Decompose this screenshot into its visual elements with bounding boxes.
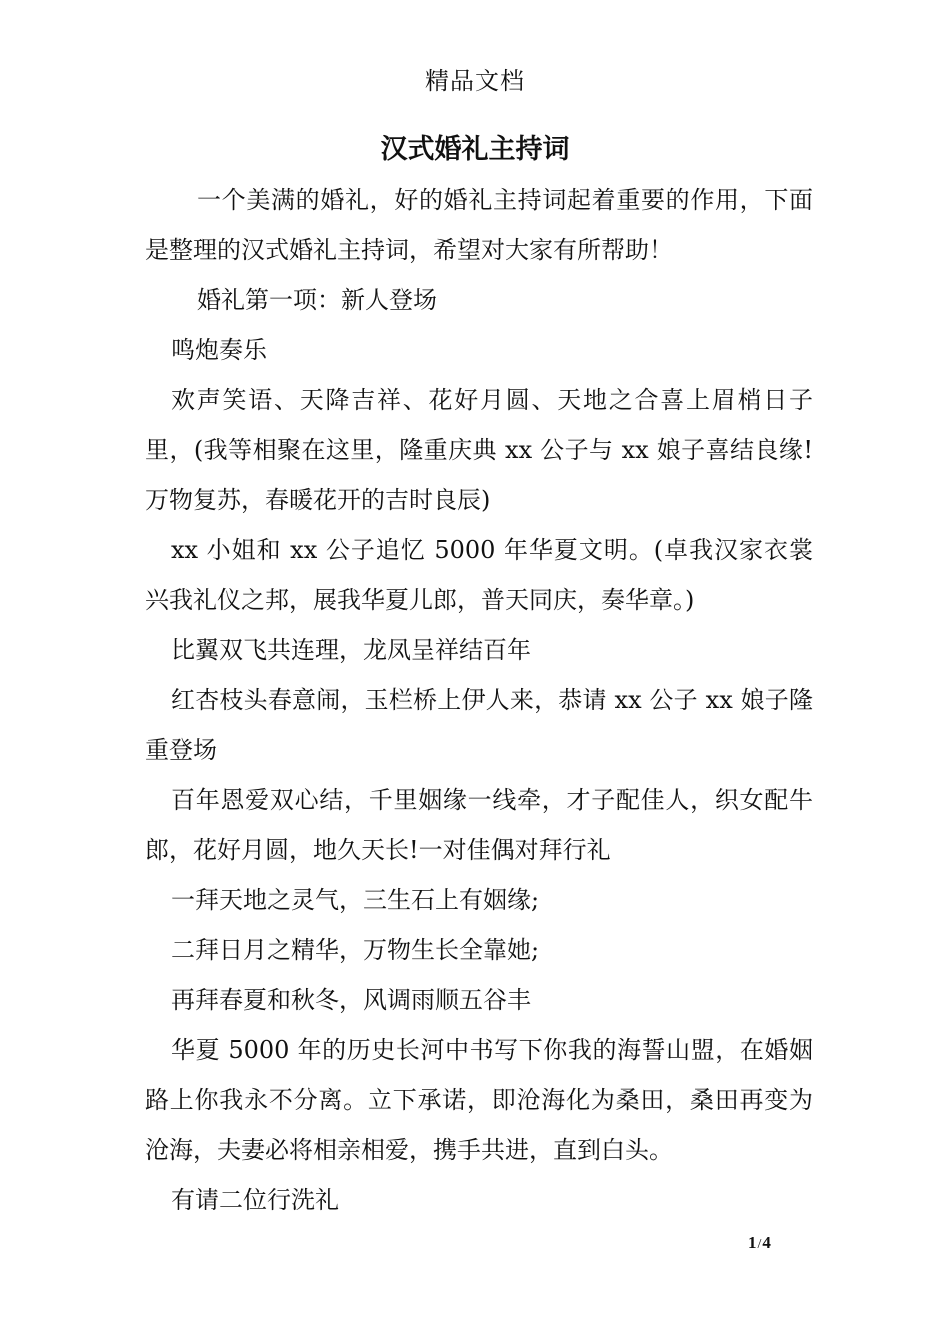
page-number: [748, 1233, 771, 1253]
page-number-current: 1: [748, 1233, 757, 1252]
paragraph-intro: 一个美满的婚礼，好的婚礼主持词起着重要的作用，下面是整理的汉式婚礼主持词，希望对大家有所帮助！: [145, 186, 813, 264]
page-number-separator: /: [757, 1237, 762, 1252]
paragraph: 华夏 5000 年的历史长河中书写下你我的海誓山盟，在婚姻路上你我永不分离。立下承诺，即沧海化为桑田，桑田再变为沧海，夫妻必将相亲相爱，携手共进，直到白头。: [145, 1036, 813, 1164]
paragraph-section-heading: 婚礼第一项：新人登场: [197, 286, 437, 314]
paragraph: 欢声笑语、天降吉祥、花好月圆、天地之合喜上眉梢日子里，(我等相聚在这里，隆重庆典 xx 公子与 xx 娘子喜结良缘!万物复苏，春暖花开的吉时良辰): [145, 386, 813, 514]
document-title: 汉式婚礼主持词: [380, 134, 570, 165]
paragraph: 有请二位行洗礼: [171, 1186, 339, 1214]
paragraph: 二拜日月之精华，万物生长全靠她;: [171, 936, 540, 964]
paragraph: 红杏枝头春意闹，玉栏桥上伊人来，恭请 xx 公子 xx 娘子隆重登场: [145, 686, 813, 764]
page-header: 精品文档: [425, 67, 525, 95]
document-body: [145, 175, 813, 1225]
paragraph: 再拜春夏和秋冬，风调雨顺五谷丰: [171, 986, 531, 1014]
paragraph: 比翼双飞共连理，龙凤呈祥结百年: [171, 636, 531, 664]
paragraph: xx 小姐和 xx 公子追忆 5000 年华夏文明。(卓我汉家衣裳兴我礼仪之邦，展我华夏儿郎，普天同庆，奏华章。): [145, 536, 813, 614]
paragraph: 百年恩爱双心结，千里姻缘一线牵，才子配佳人，织女配牛郎，花好月圆，地久天长!一对佳偶对拜行礼: [145, 786, 813, 864]
page-number-total: 4: [762, 1233, 771, 1252]
paragraph: 一拜天地之灵气，三生石上有姻缘;: [171, 886, 540, 914]
paragraph: 鸣炮奏乐: [171, 336, 267, 364]
